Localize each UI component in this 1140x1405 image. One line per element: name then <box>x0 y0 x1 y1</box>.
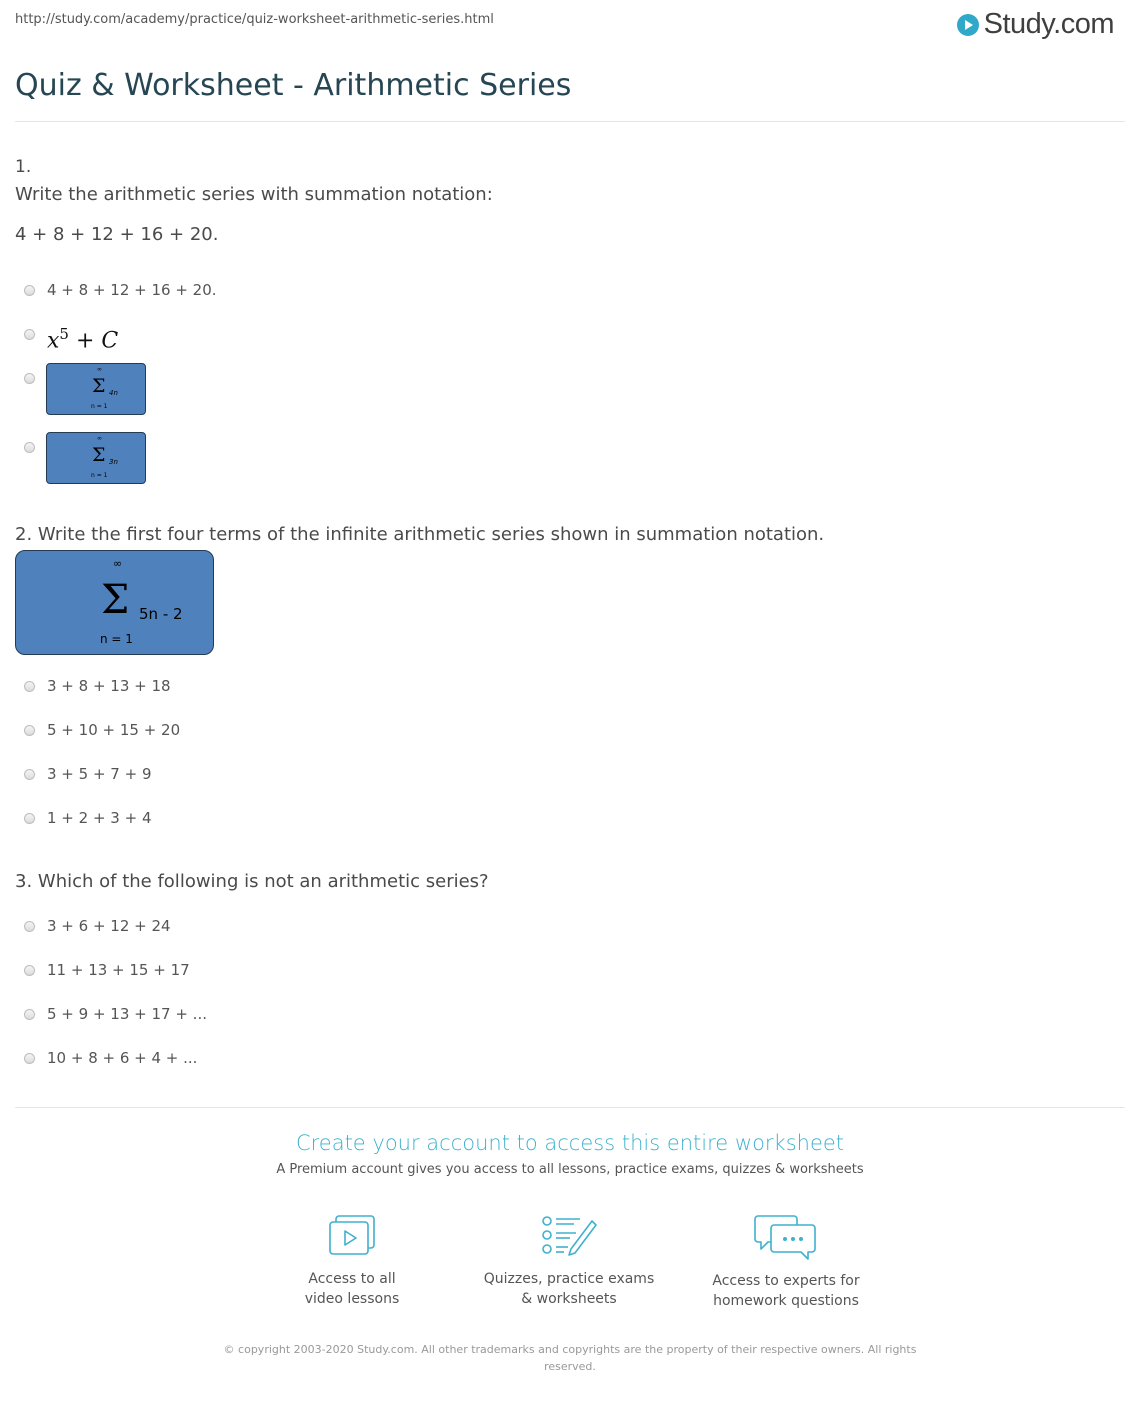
sigma-symbol: Σ <box>92 375 106 397</box>
radio-button[interactable] <box>24 681 35 692</box>
q3-option-b[interactable] <box>24 961 190 979</box>
option-label: 1 + 2 + 3 + 4 <box>47 809 152 827</box>
sigma-upper: ∞ <box>113 557 123 570</box>
radio-button[interactable] <box>24 813 35 824</box>
sigma-upper: ∞ <box>97 366 102 373</box>
radio-button[interactable] <box>24 329 35 340</box>
radio-button[interactable] <box>24 1009 35 1020</box>
sigma-lower: n = 1 <box>91 472 108 479</box>
feature-quizzes <box>469 1213 669 1309</box>
logo-text: Study.com <box>983 8 1114 40</box>
question-3-text: 3. Which of the following is not an arithmetic series? <box>15 871 489 892</box>
study-logo[interactable] <box>957 8 1114 41</box>
question-1-number: 1. <box>15 157 32 177</box>
cta-divider <box>15 1107 1125 1108</box>
feature-label: Quizzes, practice exams & worksheets <box>483 1271 655 1307</box>
option-label: 3 + 5 + 7 + 9 <box>47 765 152 783</box>
sigma-lower: n = 1 <box>100 632 133 646</box>
feature-label: Access to experts for homework questions <box>712 1273 860 1309</box>
sigma-upper: ∞ <box>97 435 102 442</box>
option-label: 5 + 9 + 13 + 17 + ... <box>47 1005 207 1023</box>
q3-option-a[interactable] <box>24 917 171 935</box>
page-url: http://study.com/academy/practice/quiz-worksheet-arithmetic-series.html <box>15 12 494 27</box>
q2-option-a[interactable] <box>24 677 171 695</box>
option-label: 10 + 8 + 6 + 4 + ... <box>47 1049 198 1067</box>
q2-option-d[interactable] <box>24 809 152 827</box>
radio-button[interactable] <box>24 725 35 736</box>
copyright-notice: © copyright 2003-2020 Study.com. All other trademarks and copyrights are the property of their respective owners. All rights reserved. <box>223 1343 917 1373</box>
option-label: 11 + 13 + 15 + 17 <box>47 961 190 979</box>
video-lessons-icon <box>326 1213 378 1259</box>
summation-image <box>46 363 146 415</box>
sigma-symbol: Σ <box>92 444 106 466</box>
quiz-checklist-icon <box>540 1213 598 1259</box>
radio-button[interactable] <box>24 285 35 296</box>
q1-option-b[interactable] <box>24 325 119 354</box>
option-label: 3 + 6 + 12 + 24 <box>47 917 171 935</box>
summation-image <box>46 432 146 484</box>
option-label: 5 + 10 + 15 + 20 <box>47 721 181 739</box>
sigma-term: 3n <box>109 458 118 466</box>
question-2-summation-image <box>15 550 214 655</box>
feature-video-lessons <box>252 1213 452 1309</box>
cta-subtitle: A Premium account gives you access to all lessons, practice exams, quizzes & worksheets <box>276 1162 864 1177</box>
sigma-term: 4n <box>109 389 118 397</box>
sigma-symbol: Σ <box>101 577 130 623</box>
q3-option-d[interactable] <box>24 1049 198 1067</box>
option-label: 4 + 8 + 12 + 16 + 20. <box>47 281 217 299</box>
sigma-term: 5n - 2 <box>139 605 183 623</box>
question-2-text: 2. Write the first four terms of the infinite arithmetic series shown in summation notation. <box>15 524 825 545</box>
radio-button[interactable] <box>24 921 35 932</box>
feature-label: Access to all video lessons <box>304 1271 400 1307</box>
q1-option-d[interactable] <box>24 435 118 479</box>
radio-button[interactable] <box>24 373 35 384</box>
radio-button[interactable] <box>24 769 35 780</box>
radio-button[interactable] <box>24 1053 35 1064</box>
q2-option-c[interactable] <box>24 765 152 783</box>
option-label: $x^5 + C$ <box>47 325 119 354</box>
q1-option-c[interactable] <box>24 366 118 410</box>
radio-button[interactable] <box>24 965 35 976</box>
page-title: Quiz & Worksheet - Arithmetic Series <box>15 68 572 103</box>
title-divider <box>15 121 1125 122</box>
q1-option-a[interactable] <box>24 281 217 299</box>
cta-title-link[interactable]: Create your account to access this entire worksheet <box>295 1131 845 1155</box>
q3-option-c[interactable] <box>24 1005 207 1023</box>
sigma-lower: n = 1 <box>91 403 108 410</box>
expert-chat-icon <box>754 1213 818 1261</box>
q2-option-b[interactable] <box>24 721 181 739</box>
question-1-expression: 4 + 8 + 12 + 16 + 20. <box>15 224 219 245</box>
feature-experts <box>686 1213 886 1311</box>
radio-button[interactable] <box>24 442 35 453</box>
question-1-text: Write the arithmetic series with summation notation: <box>15 184 493 205</box>
play-logo-icon <box>957 14 979 36</box>
option-label: 3 + 8 + 13 + 18 <box>47 677 171 695</box>
